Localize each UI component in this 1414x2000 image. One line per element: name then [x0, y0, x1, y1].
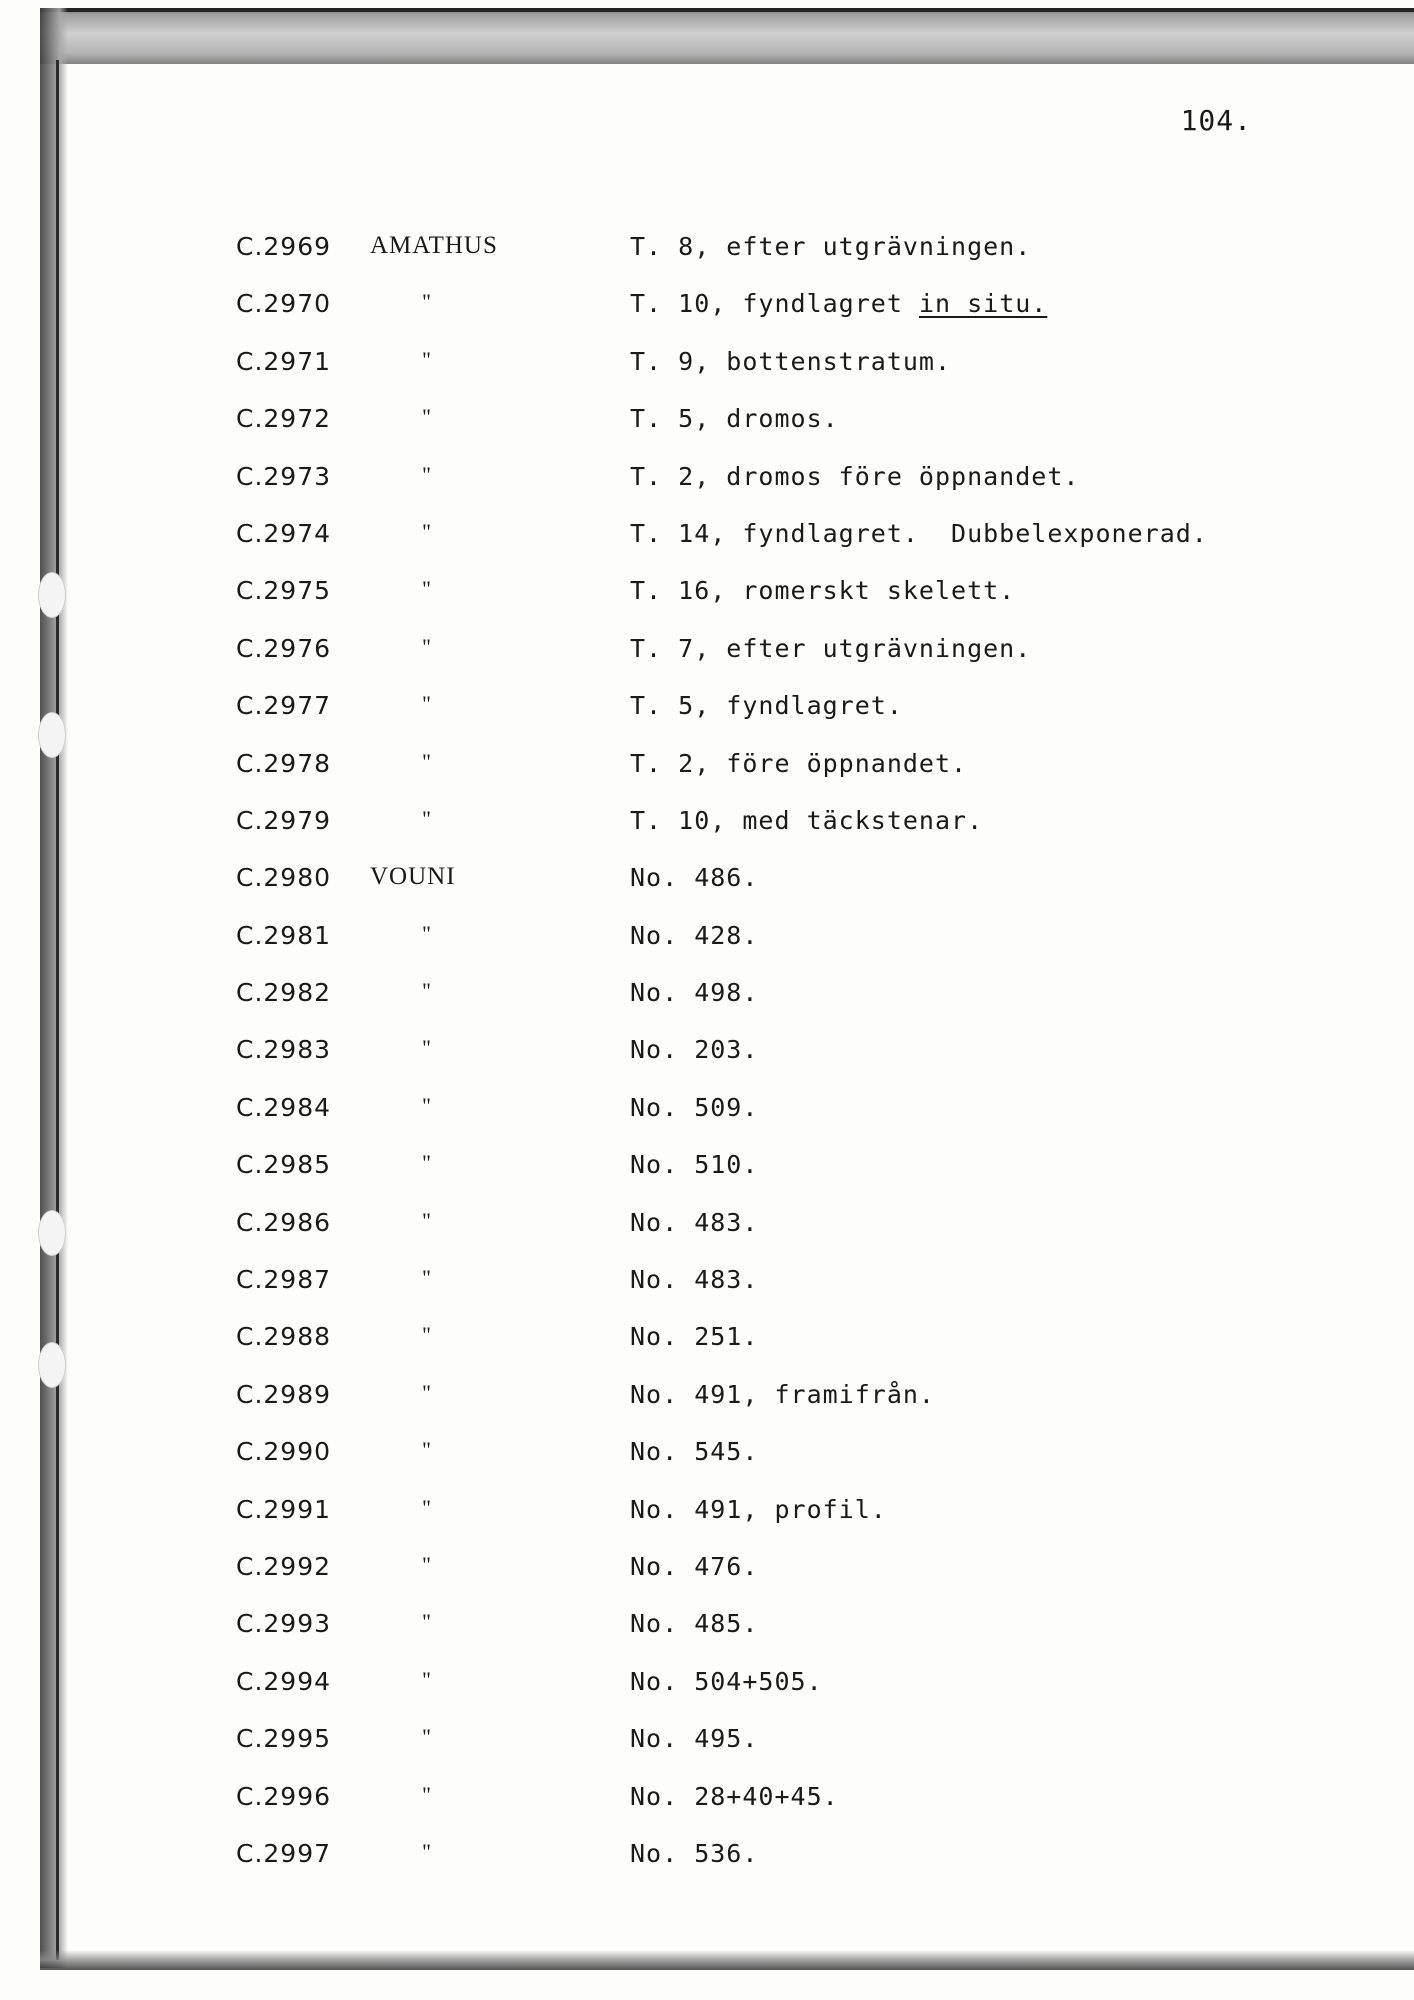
ditto-mark: " — [422, 633, 432, 659]
description-text: No. 251. — [630, 1322, 759, 1352]
catalog-row — [236, 1208, 1336, 1265]
catalog-row — [236, 1667, 1336, 1724]
catalog-row — [236, 1609, 1336, 1666]
catalog-row — [236, 1495, 1336, 1552]
description — [630, 1380, 935, 1409]
catalog-id: C.2989 — [236, 1379, 332, 1409]
description — [630, 1667, 823, 1696]
catalog-id: C.2990 — [236, 1437, 332, 1467]
catalog-row — [236, 1035, 1336, 1092]
ditto-mark: " — [422, 346, 432, 372]
catalog-row — [236, 1724, 1336, 1781]
catalog-id: C.2994 — [236, 1666, 332, 1696]
ditto-mark: " — [422, 404, 432, 430]
catalog-id: C.2973 — [236, 461, 332, 491]
description-text: T. 14, fyndlagret. Dubbelexponerad. — [630, 518, 1208, 548]
scan-top-line — [40, 8, 1414, 12]
description-text: No. 476. — [630, 1551, 759, 1581]
ditto-mark: " — [422, 1150, 432, 1176]
punch-hole — [38, 572, 66, 618]
description — [630, 978, 758, 1007]
description-text: T. 10, med täckstenar. — [630, 805, 984, 835]
catalog-id: C.2970 — [236, 289, 332, 319]
catalog-id: C.2984 — [236, 1092, 332, 1122]
description — [630, 1265, 758, 1294]
ditto-mark: " — [422, 1322, 432, 1348]
ditto-mark: " — [422, 1494, 432, 1520]
catalog-id: C.2993 — [236, 1609, 332, 1639]
description-text: No. 491, framifrån. — [630, 1379, 935, 1409]
ditto-mark: " — [422, 289, 432, 315]
ditto-mark: " — [422, 920, 432, 946]
ditto-mark: " — [422, 518, 432, 544]
catalog-id: C.2978 — [236, 748, 332, 778]
ditto-mark: " — [422, 461, 432, 487]
description-text: No. 495. — [630, 1724, 759, 1754]
catalog-list — [236, 232, 1336, 1896]
catalog-row — [236, 691, 1336, 748]
catalog-row — [236, 634, 1336, 691]
catalog-row — [236, 1437, 1336, 1494]
catalog-id: C.2997 — [236, 1838, 332, 1868]
description-text: No. 485. — [630, 1609, 759, 1639]
description-text: No. 428. — [630, 920, 759, 950]
scan-left-edge — [40, 8, 68, 1968]
description-text: T. 2, dromos före öppnandet. — [630, 461, 1080, 491]
description-text: No. 483. — [630, 1207, 759, 1237]
description-text: T. 16, romerskt skelett. — [630, 576, 1016, 606]
catalog-id: C.2988 — [236, 1322, 332, 1352]
description-text: No. 504+505. — [630, 1666, 823, 1696]
ditto-mark: " — [422, 1724, 432, 1750]
ditto-mark: " — [422, 1207, 432, 1233]
site-name: VOUNI — [370, 863, 456, 891]
description — [630, 634, 1031, 663]
catalog-row — [236, 1782, 1336, 1839]
description — [630, 347, 951, 376]
ditto-mark: " — [422, 1437, 432, 1463]
description — [630, 1724, 758, 1753]
catalog-id: C.2986 — [236, 1207, 332, 1237]
catalog-row — [236, 749, 1336, 806]
description — [630, 232, 1031, 261]
catalog-row — [236, 404, 1336, 461]
catalog-row — [236, 1552, 1336, 1609]
catalog-row — [236, 921, 1336, 978]
ditto-mark: " — [422, 978, 432, 1004]
catalog-row — [236, 1150, 1336, 1207]
catalog-row — [236, 462, 1336, 519]
site-name: AMATHUS — [370, 232, 498, 259]
catalog-id: C.2977 — [236, 691, 332, 721]
description — [630, 863, 758, 892]
scan-bottom-edge — [40, 1950, 1414, 1970]
description-text: No. 486. — [630, 863, 759, 893]
description — [630, 749, 967, 778]
ditto-mark: " — [422, 1838, 432, 1864]
description-text: T. 2, före öppnandet. — [630, 748, 968, 778]
description — [630, 1552, 758, 1581]
catalog-id: C.2991 — [236, 1494, 332, 1524]
description-text: T. 9, bottenstratum. — [630, 346, 952, 376]
description-text: T. 5, fyndlagret. — [630, 691, 903, 721]
description — [630, 806, 983, 835]
ditto-mark: " — [422, 576, 432, 602]
description — [630, 404, 839, 433]
ditto-mark: " — [422, 1666, 432, 1692]
catalog-id: C.2980 — [236, 863, 332, 893]
catalog-row — [236, 519, 1336, 576]
description-text: T. 5, dromos. — [630, 404, 839, 434]
catalog-id: C.2996 — [236, 1781, 332, 1811]
ditto-mark: " — [422, 1609, 432, 1635]
catalog-id: C.2969 — [236, 232, 332, 261]
page-number: 104. — [1180, 104, 1252, 137]
scan-left-line — [56, 60, 59, 1960]
description-text: No. 509. — [630, 1092, 759, 1122]
description — [630, 1609, 758, 1638]
ditto-mark: " — [422, 1092, 432, 1118]
ditto-mark: " — [422, 805, 432, 831]
catalog-row — [236, 1093, 1336, 1150]
description-text: T. 10, fyndlagret — [630, 289, 919, 319]
ditto-mark: " — [422, 1551, 432, 1577]
description — [630, 921, 758, 950]
description-text: No. 491, profil. — [630, 1494, 887, 1524]
description — [630, 1150, 758, 1179]
catalog-row — [236, 289, 1336, 346]
ditto-mark: " — [422, 1035, 432, 1061]
description-text: No. 545. — [630, 1437, 759, 1467]
description — [630, 1035, 758, 1064]
ditto-mark: " — [422, 1379, 432, 1405]
catalog-id: C.2995 — [236, 1724, 332, 1754]
catalog-row — [236, 863, 1336, 920]
catalog-id: C.2985 — [236, 1150, 332, 1180]
catalog-row — [236, 1322, 1336, 1379]
ditto-mark: " — [422, 748, 432, 774]
catalog-id: C.2979 — [236, 805, 332, 835]
description-text: T. 8, efter utgrävningen. — [630, 232, 1032, 261]
catalog-id: C.2972 — [236, 404, 332, 434]
catalog-row — [236, 978, 1336, 1035]
catalog-row — [236, 1839, 1336, 1896]
catalog-row — [236, 232, 1336, 289]
description — [630, 1495, 887, 1524]
catalog-id: C.2983 — [236, 1035, 332, 1065]
catalog-row — [236, 1265, 1336, 1322]
catalog-id: C.2982 — [236, 978, 332, 1008]
punch-hole — [38, 1210, 66, 1256]
description — [630, 691, 903, 720]
description — [630, 462, 1079, 491]
punch-hole — [38, 1342, 66, 1388]
description-text: T. 7, efter utgrävningen. — [630, 633, 1032, 663]
catalog-id: C.2981 — [236, 920, 332, 950]
ditto-mark: " — [422, 691, 432, 717]
description-text: No. 510. — [630, 1150, 759, 1180]
catalog-id: C.2975 — [236, 576, 332, 606]
description-text: No. 498. — [630, 978, 759, 1008]
scan-top-edge — [40, 8, 1414, 64]
description — [630, 576, 1015, 605]
catalog-id: C.2992 — [236, 1551, 332, 1581]
description — [630, 1093, 758, 1122]
catalog-id: C.2976 — [236, 633, 332, 663]
description-text: No. 28+40+45. — [630, 1781, 839, 1811]
description — [630, 289, 1047, 318]
catalog-id: C.2987 — [236, 1265, 332, 1295]
description — [630, 1782, 839, 1811]
description-text: No. 483. — [630, 1265, 759, 1295]
underlined-phrase: in situ. — [918, 289, 1048, 319]
catalog-id: C.2974 — [236, 518, 332, 548]
ditto-mark: " — [422, 1265, 432, 1291]
catalog-row — [236, 806, 1336, 863]
description — [630, 1208, 758, 1237]
catalog-row — [236, 347, 1336, 404]
description — [630, 1839, 758, 1868]
catalog-row — [236, 576, 1336, 633]
catalog-row — [236, 1380, 1336, 1437]
description-text: No. 203. — [630, 1035, 759, 1065]
catalog-id: C.2971 — [236, 346, 332, 376]
description-text: No. 536. — [630, 1838, 759, 1868]
description — [630, 1437, 758, 1466]
ditto-mark: " — [422, 1781, 432, 1807]
description — [630, 519, 1208, 548]
punch-hole — [38, 712, 66, 758]
description — [630, 1322, 758, 1351]
